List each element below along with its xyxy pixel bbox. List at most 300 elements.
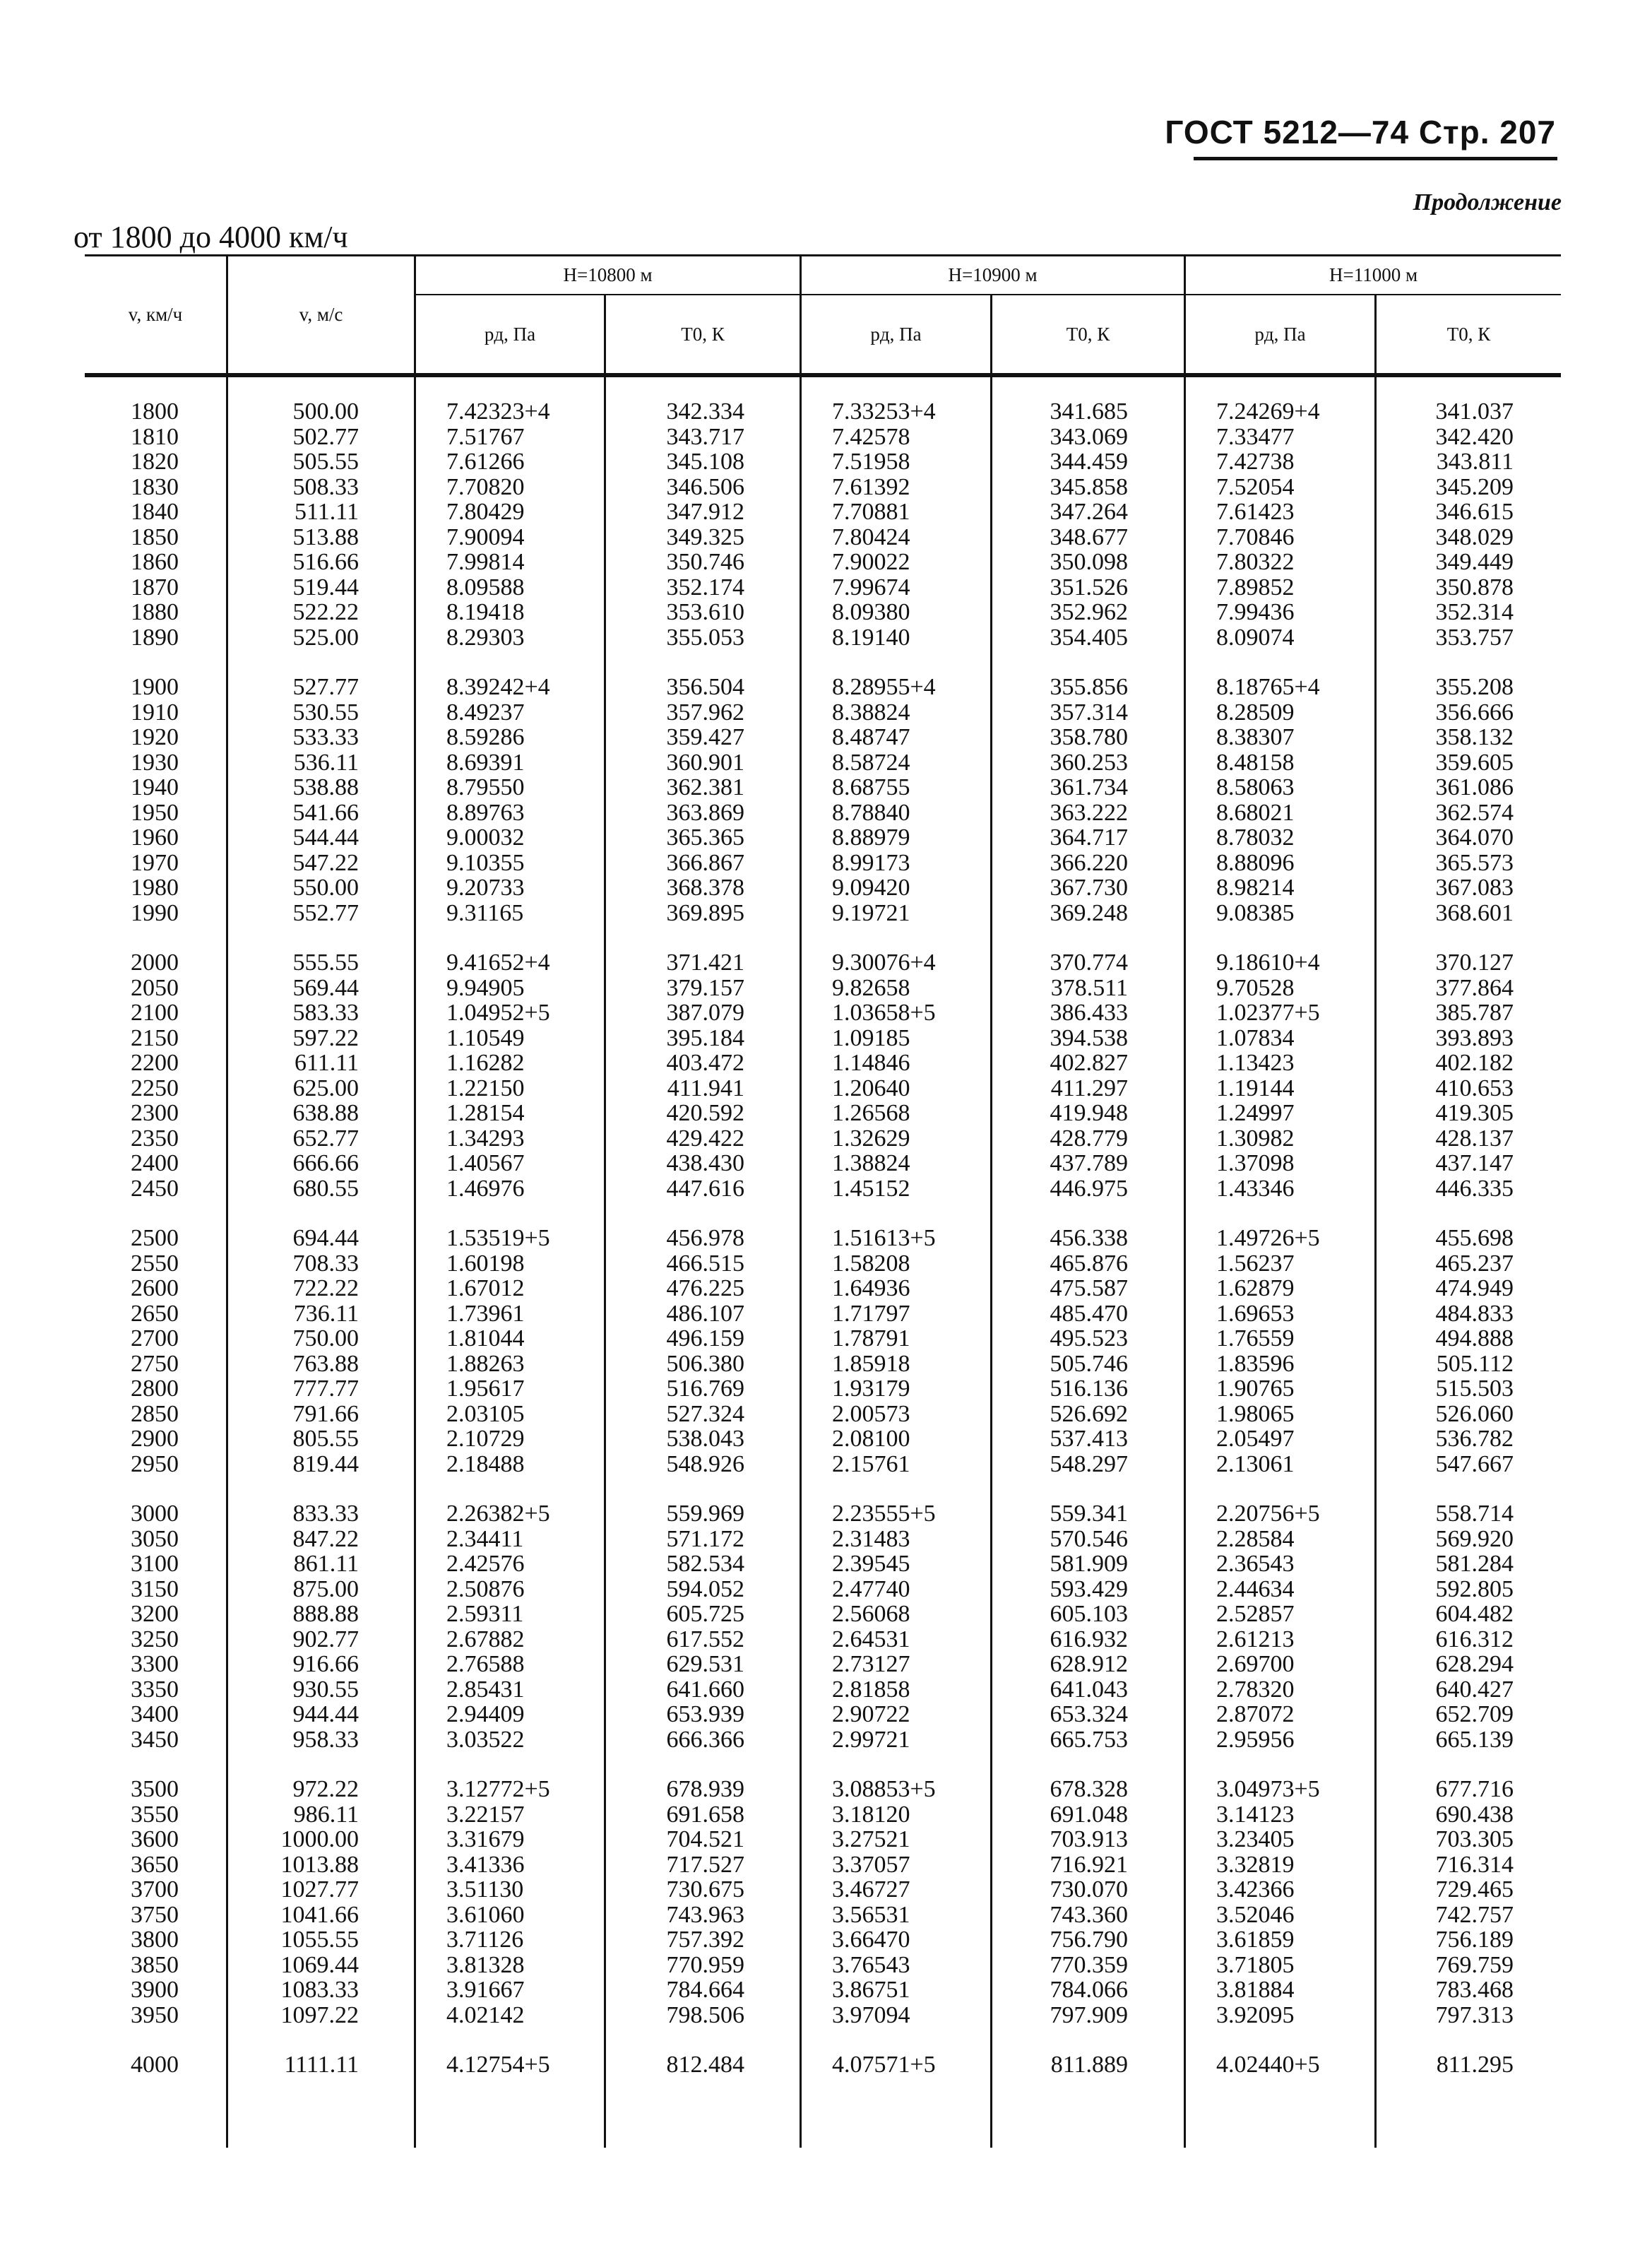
table-cell-p1: 4.02142	[446, 2001, 525, 2028]
table-cell-p2: 1.03658+5	[832, 1000, 936, 1026]
table-cell-p3: 7.42738	[1216, 449, 1295, 475]
table-cell-t1: 617.552	[666, 1626, 744, 1652]
table-cell-t1: 369.895	[666, 899, 744, 926]
table-cell-p3: 1.62879	[1216, 1275, 1295, 1301]
table-cell-p2: 8.19140	[832, 624, 910, 651]
table-cell-t1: 770.959	[666, 1951, 744, 1978]
table-block	[1216, 399, 1372, 650]
table-cell-p1: 2.67882	[446, 1626, 525, 1652]
table-block	[228, 399, 359, 650]
table-block	[1216, 950, 1372, 1201]
table-cell-p2: 2.90722	[832, 1701, 910, 1727]
table-cell-v-kmh: 2900	[131, 1426, 179, 1452]
table-cell-v-ms: 861.11	[293, 1551, 359, 1577]
table-cell-t3: 505.112	[1436, 1350, 1514, 1377]
table-cell-p3: 3.71805	[1216, 1951, 1295, 1978]
table-cell-v-kmh: 1980	[131, 875, 179, 901]
table-cell-p3: 1.83596	[1216, 1350, 1295, 1377]
table-cell-p2: 1.51613+5	[832, 1225, 936, 1251]
table-cell-t3: 341.037	[1435, 398, 1514, 425]
table-cell-t2: 370.774	[1050, 950, 1128, 976]
table-cell-p2: 2.23555+5	[832, 1501, 936, 1527]
table-top-rule	[85, 254, 1561, 256]
table-cell-p3: 2.87072	[1216, 1701, 1295, 1727]
table-cell-p2: 2.99721	[832, 1726, 910, 1753]
table-cell-p3: 1.98065	[1216, 1400, 1295, 1427]
table-cell-t2: 593.429	[1050, 1575, 1128, 1602]
table-cell-t1: 605.725	[666, 1601, 744, 1627]
table-cell-p2: 1.71797	[832, 1300, 910, 1327]
table-cell-t1: 368.378	[666, 875, 744, 901]
table-cell-v-kmh: 1960	[131, 824, 179, 851]
table-cell-t1: 362.381	[666, 774, 744, 800]
table-cell-v-ms: 500.00	[292, 398, 359, 425]
table-cell-t3: 393.893	[1435, 1024, 1514, 1051]
table-cell-p3: 3.04973+5	[1216, 1776, 1320, 1802]
table-cell-p1: 3.31679	[446, 1826, 525, 1852]
table-cell-v-kmh: 3750	[131, 1901, 179, 1928]
table-cell-p2: 2.64531	[832, 1626, 910, 1652]
table-cell-p3: 3.52046	[1216, 1901, 1295, 1928]
table-cell-v-ms: 511.11	[295, 499, 359, 525]
table-cell-t1: 447.616	[666, 1175, 744, 1202]
table-cell-t3: 346.615	[1435, 499, 1514, 525]
table-cell-p2: 8.99173	[832, 849, 910, 876]
table-cell-v-kmh: 3400	[131, 1701, 179, 1727]
table-cell-p2: 4.07571+5	[832, 2052, 936, 2078]
table-cell-p2: 7.51958	[832, 449, 910, 475]
table-cell-p1: 7.90094	[446, 523, 525, 550]
table-cell-p3: 7.61423	[1216, 499, 1295, 525]
table-block	[446, 675, 602, 925]
table-cell-v-ms: 1027.77	[280, 1876, 359, 1903]
table-cell-t3: 628.294	[1435, 1651, 1514, 1677]
table-cell-p2: 1.45152	[832, 1175, 910, 1202]
table-block	[85, 675, 179, 925]
table-cell-p3: 8.68021	[1216, 799, 1295, 826]
table-cell-t2: 428.779	[1050, 1125, 1128, 1152]
column-v-kmh	[85, 399, 179, 2078]
table-cell-v-ms: 538.88	[292, 774, 359, 800]
table-cell-t2: 358.780	[1050, 724, 1128, 750]
table-cell-v-kmh: 1930	[131, 749, 179, 776]
table-cell-v-ms: 708.33	[292, 1250, 359, 1277]
table-cell-v-ms: 750.00	[292, 1325, 359, 1351]
table-cell-p1: 4.12754+5	[446, 2052, 550, 2078]
table-cell-v-ms: 527.77	[292, 674, 359, 700]
table-cell-p1: 1.81044	[446, 1325, 525, 1351]
table-cell-p2: 2.56068	[832, 1601, 910, 1627]
table-cell-t3: 428.137	[1435, 1125, 1514, 1152]
table-cell-t1: 476.225	[666, 1275, 744, 1301]
table-cell-p3: 3.14123	[1216, 1801, 1295, 1828]
table-cell-t3: 446.335	[1435, 1175, 1514, 1202]
table-cell-p2: 1.64936	[832, 1275, 910, 1301]
table-cell-t1: 343.717	[666, 423, 744, 450]
table-cell-v-kmh: 1850	[131, 523, 179, 550]
table-cell-t2: 665.753	[1050, 1726, 1128, 1753]
table-cell-p3: 1.43346	[1216, 1175, 1295, 1202]
header-t2: T0, К	[1066, 324, 1110, 345]
table-block	[228, 1501, 359, 1752]
table-cell-p1: 1.53519+5	[446, 1225, 550, 1251]
table-cell-t1: 506.380	[666, 1350, 744, 1377]
table-cell-t3: 348.029	[1435, 523, 1514, 550]
table-cell-p2: 8.48747	[832, 724, 910, 750]
table-cell-p2: 3.37057	[832, 1851, 910, 1878]
table-cell-v-ms: 722.22	[292, 1275, 359, 1301]
table-cell-p2: 7.80424	[832, 523, 910, 550]
table-cell-t1: 730.675	[666, 1876, 744, 1903]
table-cell-p1: 3.51130	[446, 1876, 524, 1903]
continuation-label: Продолжение	[1413, 189, 1562, 215]
table-cell-t2: 357.314	[1050, 699, 1128, 726]
table-cell-p2: 2.47740	[832, 1575, 910, 1602]
table-cell-t2: 797.909	[1050, 2001, 1128, 2028]
table-cell-v-ms: 522.22	[292, 599, 359, 625]
table-block	[446, 1501, 602, 1752]
table-cell-t3: 410.653	[1435, 1075, 1514, 1101]
header-group-1: H=10800 м	[563, 264, 653, 285]
table-cell-v-ms: 516.66	[292, 549, 359, 575]
table-cell-v-kmh: 3950	[131, 2001, 179, 2028]
table-cell-p1: 7.51767	[446, 423, 525, 450]
table-cell-t2: 366.220	[1050, 849, 1128, 876]
table-cell-t3: 558.714	[1435, 1501, 1514, 1527]
table-cell-p1: 9.31165	[446, 899, 524, 926]
table-cell-p2: 3.27521	[832, 1826, 910, 1852]
table-block	[1377, 1777, 1514, 2028]
table-cell-t2: 355.856	[1050, 674, 1128, 700]
table-cell-v-ms: 541.66	[292, 799, 359, 826]
table-cell-v-kmh: 2950	[131, 1450, 179, 1477]
table-cell-v-kmh: 1890	[131, 624, 179, 651]
table-cell-v-ms: 930.55	[292, 1676, 359, 1703]
table-cell-p2: 7.70881	[832, 499, 910, 525]
table-cell-p1: 3.81328	[446, 1951, 525, 1978]
table-cell-v-kmh: 2550	[131, 1250, 179, 1277]
table-cell-t1: 356.504	[666, 674, 744, 700]
table-cell-t2: 367.730	[1050, 875, 1128, 901]
table-cell-t2: 628.912	[1050, 1651, 1128, 1677]
table-cell-v-kmh: 2400	[131, 1150, 179, 1176]
table-cell-t3: 797.313	[1435, 2001, 1514, 2028]
table-cell-t2: 495.523	[1050, 1325, 1128, 1351]
table-cell-t1: 798.506	[666, 2001, 744, 2028]
table-cell-t3: 526.060	[1435, 1400, 1514, 1427]
table-cell-p1: 2.85431	[446, 1676, 525, 1703]
table-cell-v-ms: 805.55	[292, 1426, 359, 1452]
table-block	[992, 675, 1128, 925]
table-cell-p3: 8.88096	[1216, 849, 1295, 876]
table-cell-t1: 466.515	[666, 1250, 744, 1277]
table-cell-t1: 559.969	[666, 1501, 744, 1527]
table-cell-p3: 2.36543	[1216, 1551, 1295, 1577]
table-cell-t1: 527.324	[666, 1400, 744, 1427]
data-table	[85, 254, 1561, 2148]
table-cell-v-kmh: 1910	[131, 699, 179, 726]
table-cell-p1: 2.76588	[446, 1651, 525, 1677]
table-cell-t2: 419.948	[1050, 1100, 1128, 1126]
table-cell-p1: 9.20733	[446, 875, 525, 901]
table-cell-t1: 641.660	[666, 1676, 744, 1703]
table-cell-t1: 342.334	[666, 398, 744, 425]
table-cell-p2: 2.08100	[832, 1426, 910, 1452]
table-cell-v-kmh: 1950	[131, 799, 179, 826]
table-cell-v-ms: 875.00	[292, 1575, 359, 1602]
table-cell-t3: 359.605	[1435, 749, 1514, 776]
table-block	[85, 1501, 179, 1752]
table-cell-p3: 8.78032	[1216, 824, 1295, 851]
table-cell-v-ms: 533.33	[292, 724, 359, 750]
table-cell-p2: 1.14846	[832, 1050, 910, 1076]
page-header	[1165, 113, 1556, 155]
table-cell-t3: 365.573	[1435, 849, 1514, 876]
table-cell-v-ms: 519.44	[292, 574, 359, 601]
table-cell-p3: 1.19144	[1216, 1075, 1295, 1101]
column-p3	[1216, 399, 1372, 2078]
table-cell-p1: 1.60198	[446, 1250, 525, 1277]
table-cell-v-kmh: 3600	[131, 1826, 179, 1852]
table-cell-t3: 640.427	[1435, 1676, 1514, 1703]
header-v-ms: v, м/с	[299, 304, 343, 325]
table-cell-v-kmh: 2700	[131, 1325, 179, 1351]
column-p1	[446, 399, 602, 2078]
table-cell-p3: 3.23405	[1216, 1826, 1295, 1852]
table-cell-v-kmh: 1840	[131, 499, 179, 525]
table-cell-t3: 370.127	[1435, 950, 1514, 976]
table-cell-p3: 2.95956	[1216, 1726, 1295, 1753]
table-block	[992, 399, 1128, 650]
table-cell-t1: 678.939	[666, 1776, 744, 1802]
table-cell-p3: 7.52054	[1216, 473, 1295, 500]
table-block	[1377, 675, 1514, 925]
col-divider-4	[800, 254, 802, 2148]
table-cell-p1: 7.70820	[446, 473, 525, 500]
header-group-2: H=10900 м	[948, 264, 1038, 285]
table-cell-t1: 352.174	[666, 574, 744, 601]
table-cell-t3: 349.449	[1435, 549, 1514, 575]
table-cell-v-kmh: 1990	[131, 899, 179, 926]
table-cell-t1: 366.867	[666, 849, 744, 876]
table-cell-t1: 486.107	[666, 1300, 744, 1327]
table-cell-p1: 7.80429	[446, 499, 525, 525]
table-cell-p3: 2.20756+5	[1216, 1501, 1320, 1527]
table-cell-v-kmh: 3200	[131, 1601, 179, 1627]
column-p2	[832, 399, 987, 2078]
table-cell-p2: 3.76543	[832, 1951, 910, 1978]
table-cell-t1: 411.941	[667, 1075, 744, 1101]
table-cell-t3: 536.782	[1435, 1426, 1514, 1452]
table-cell-t2: 378.511	[1050, 974, 1128, 1001]
table-cell-v-ms: 763.88	[292, 1350, 359, 1377]
table-cell-t3: 769.759	[1435, 1951, 1514, 1978]
table-cell-p2: 7.99674	[832, 574, 910, 601]
table-cell-t2: 581.909	[1050, 1551, 1128, 1577]
table-cell-v-ms: 888.88	[292, 1601, 359, 1627]
table-cell-t2: 730.070	[1050, 1876, 1128, 1903]
table-cell-v-kmh: 2100	[131, 1000, 179, 1026]
table-cell-v-kmh: 2600	[131, 1275, 179, 1301]
table-cell-t2: 703.913	[1050, 1826, 1128, 1852]
table-cell-p2: 8.68755	[832, 774, 910, 800]
table-cell-p1: 2.50876	[446, 1575, 525, 1602]
table-cell-t1: 346.506	[666, 473, 744, 500]
table-block	[606, 1501, 744, 1752]
table-cell-v-ms: 611.11	[295, 1050, 359, 1076]
header-t1: T0, К	[681, 324, 725, 345]
table-cell-t2: 678.328	[1050, 1776, 1128, 1802]
table-cell-t2: 570.546	[1050, 1525, 1128, 1552]
table-cell-t1: 571.172	[666, 1525, 744, 1552]
table-cell-v-kmh: 3850	[131, 1951, 179, 1978]
table-cell-p2: 1.32629	[832, 1125, 910, 1152]
table-cell-p2: 7.42578	[832, 423, 910, 450]
table-cell-t2: 347.264	[1050, 499, 1128, 525]
table-cell-v-kmh: 4000	[131, 2052, 179, 2078]
table-cell-p3: 7.99436	[1216, 599, 1295, 625]
table-cell-p3: 3.81884	[1216, 1977, 1295, 2003]
table-cell-v-ms: 833.33	[292, 1501, 359, 1527]
table-cell-p2: 7.61392	[832, 473, 910, 500]
table-cell-t1: 395.184	[666, 1024, 744, 1051]
table-cell-p1: 8.09588	[446, 574, 525, 601]
table-cell-v-ms: 666.66	[292, 1150, 359, 1176]
table-cell-t3: 652.709	[1435, 1701, 1514, 1727]
table-block	[1216, 675, 1372, 925]
table-cell-p2: 3.56531	[832, 1901, 910, 1928]
table-cell-t1: 548.926	[666, 1450, 744, 1477]
table-cell-t1: 429.422	[666, 1125, 744, 1152]
header-group-3: H=11000 м	[1329, 264, 1418, 285]
table-cell-p3: 1.76559	[1216, 1325, 1295, 1351]
table-cell-t2: 653.324	[1050, 1701, 1128, 1727]
table-cell-p1: 1.28154	[446, 1100, 525, 1126]
column-v-ms	[228, 399, 359, 2078]
table-block	[606, 1777, 744, 2028]
group-header-rule	[415, 294, 1561, 295]
table-cell-v-ms: 902.77	[292, 1626, 359, 1652]
table-cell-p2: 3.46727	[832, 1876, 910, 1903]
table-cell-v-ms: 1069.44	[280, 1951, 359, 1978]
table-cell-v-kmh: 3550	[131, 1801, 179, 1828]
table-cell-v-kmh: 3250	[131, 1626, 179, 1652]
table-cell-v-kmh: 2300	[131, 1100, 179, 1126]
table-cell-t3: 616.312	[1435, 1626, 1514, 1652]
table-cell-p3: 2.05497	[1216, 1426, 1295, 1452]
header-v-kmh: v, км/ч	[128, 304, 183, 325]
table-cell-t1: 347.912	[666, 499, 744, 525]
table-cell-p2: 3.97094	[832, 2001, 910, 2028]
table-block	[992, 1226, 1128, 1477]
table-cell-v-ms: 1041.66	[280, 1901, 359, 1928]
table-cell-p3: 1.24997	[1216, 1100, 1295, 1126]
column-t2	[992, 399, 1128, 2078]
table-cell-p3: 8.58063	[1216, 774, 1295, 800]
table-cell-v-ms: 694.44	[292, 1225, 359, 1251]
table-cell-p2: 9.82658	[832, 974, 910, 1001]
table-cell-p2: 2.81858	[832, 1676, 910, 1703]
table-cell-t3: 377.864	[1435, 974, 1514, 1001]
table-cell-p3: 1.07834	[1216, 1024, 1295, 1051]
table-cell-t2: 743.360	[1050, 1901, 1128, 1928]
table-cell-v-ms: 847.22	[292, 1525, 359, 1552]
table-cell-t2: 354.405	[1050, 624, 1128, 651]
table-cell-p1: 1.22150	[446, 1075, 525, 1101]
table-cell-p3: 2.13061	[1216, 1450, 1295, 1477]
table-cell-t1: 456.978	[666, 1225, 744, 1251]
table-cell-p3: 1.13423	[1216, 1050, 1295, 1076]
table-cell-p1: 2.10729	[446, 1426, 525, 1452]
table-cell-t3: 604.482	[1435, 1601, 1514, 1627]
table-block	[446, 1226, 602, 1477]
table-cell-v-kmh: 3150	[131, 1575, 179, 1602]
table-cell-p3: 3.61859	[1216, 1927, 1295, 1953]
table-cell-v-kmh: 1920	[131, 724, 179, 750]
table-block	[446, 1777, 602, 2028]
table-cell-v-kmh: 2200	[131, 1050, 179, 1076]
table-cell-t2: 352.962	[1050, 599, 1128, 625]
table-cell-p3: 8.28509	[1216, 699, 1295, 726]
table-cell-v-ms: 547.22	[292, 849, 359, 876]
table-cell-t2: 811.889	[1050, 2052, 1128, 2078]
table-cell-p1: 9.94905	[446, 974, 525, 1001]
table-cell-v-ms: 791.66	[292, 1400, 359, 1427]
table-cell-p3: 1.90765	[1216, 1376, 1295, 1402]
table-cell-p3: 1.37098	[1216, 1150, 1295, 1176]
table-cell-p3: 4.02440+5	[1216, 2052, 1320, 2078]
table-cell-t2: 605.103	[1050, 1601, 1128, 1627]
table-cell-p3: 8.09074	[1216, 624, 1295, 651]
table-cell-t3: 419.305	[1435, 1100, 1514, 1126]
table-cell-t3: 343.811	[1436, 449, 1514, 475]
table-cell-p3: 7.70846	[1216, 523, 1295, 550]
table-cell-v-ms: 513.88	[292, 523, 359, 550]
table-cell-t1: 704.521	[666, 1826, 744, 1852]
table-cell-v-ms: 544.44	[292, 824, 359, 851]
table-cell-v-ms: 502.77	[292, 423, 359, 450]
table-cell-p1: 8.19418	[446, 599, 525, 625]
table-cell-p2: 2.39545	[832, 1551, 910, 1577]
table-cell-t2: 616.932	[1050, 1626, 1128, 1652]
table-cell-t2: 456.338	[1050, 1225, 1128, 1251]
table-cell-t2: 716.921	[1050, 1851, 1128, 1878]
table-cell-t2: 641.043	[1050, 1676, 1128, 1703]
table-block	[228, 950, 359, 1201]
table-cell-t2: 364.717	[1050, 824, 1128, 851]
table-cell-t3: 465.237	[1435, 1250, 1514, 1277]
table-block	[446, 950, 602, 1201]
table-cell-v-ms: 958.33	[292, 1726, 359, 1753]
table-cell-p2: 1.93179	[832, 1376, 910, 1402]
table-cell-t3: 474.949	[1435, 1275, 1514, 1301]
table-cell-t3: 353.757	[1435, 624, 1514, 651]
table-cell-p1: 9.41652+4	[446, 950, 550, 976]
table-cell-t3: 352.314	[1435, 599, 1514, 625]
table-block	[606, 675, 744, 925]
table-cell-p2: 9.30076+4	[832, 950, 936, 976]
table-cell-p2: 1.38824	[832, 1150, 910, 1176]
table-cell-v-ms: 569.44	[292, 974, 359, 1001]
table-block	[832, 1226, 987, 1477]
table-cell-p1: 2.26382+5	[446, 1501, 550, 1527]
table-cell-t3: 385.787	[1435, 1000, 1514, 1026]
table-cell-v-kmh: 1880	[131, 599, 179, 625]
table-cell-p2: 2.00573	[832, 1400, 910, 1427]
table-cell-v-ms: 550.00	[292, 875, 359, 901]
table-cell-t3: 367.083	[1435, 875, 1514, 901]
table-cell-v-ms: 916.66	[292, 1651, 359, 1677]
